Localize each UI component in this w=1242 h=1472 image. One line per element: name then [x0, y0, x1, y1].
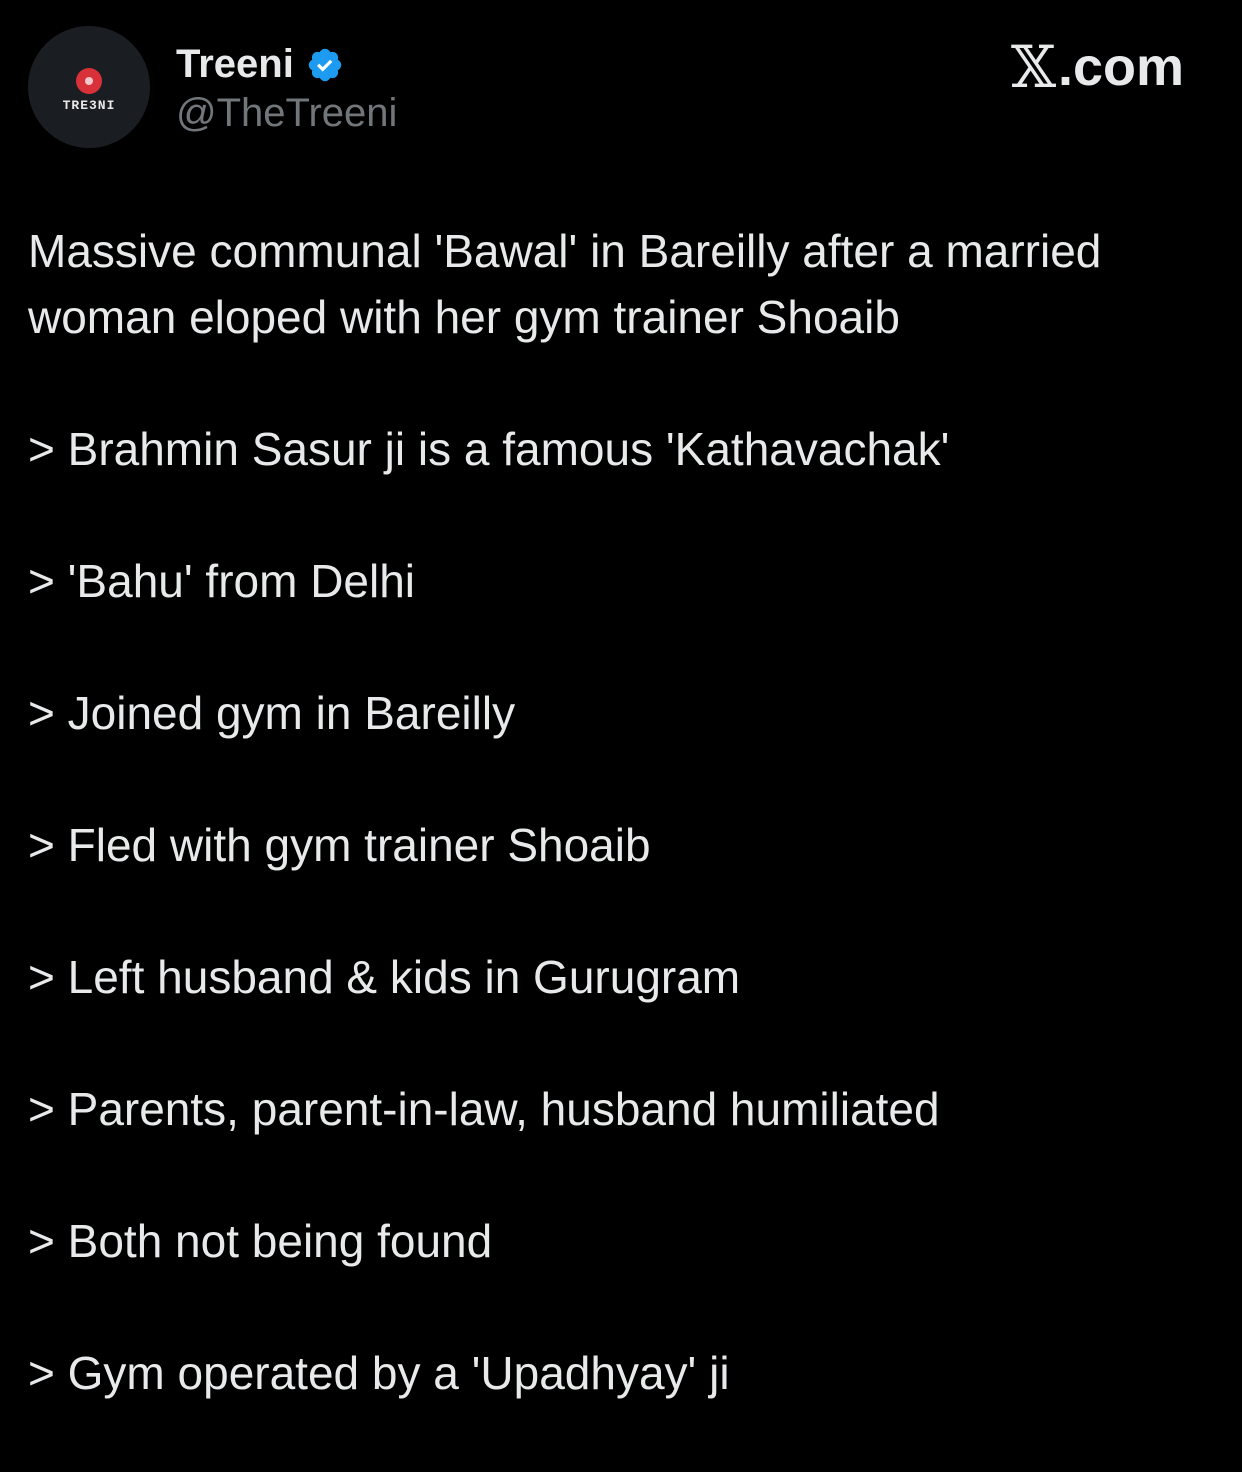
brand-domain-label: .com — [1057, 37, 1184, 97]
author-name-label: Treeni — [176, 42, 294, 86]
verified-badge-icon — [306, 46, 344, 84]
post-bullet-line: > Joined gym in Bareilly — [28, 687, 516, 739]
post-bullet-line: > Fled with gym trainer Shoaib — [28, 819, 651, 871]
post-bullet-line: > Gym operated by a 'Upadhyay' ji — [28, 1347, 730, 1399]
post-header — [0, 0, 1242, 160]
post-bullet-line: > Both not being found — [28, 1215, 493, 1267]
post-body — [28, 218, 1218, 1399]
author-handle[interactable]: @TheTreeni — [176, 91, 398, 135]
avatar[interactable] — [28, 26, 150, 148]
post-bullet-line: > 'Bahu' from Delhi — [28, 555, 416, 607]
post-bullet-line: > Parents, parent-in-law, husband humiliated — [28, 1083, 940, 1135]
post-bullet-line: > Brahmin Sasur ji is a famous 'Kathavachak' — [28, 423, 950, 475]
author-display-name[interactable] — [176, 40, 344, 88]
avatar-logo-text: TRE3NI — [62, 98, 116, 113]
x-logo-icon: 𝕏 — [1010, 33, 1056, 101]
x-com-watermark — [1010, 33, 1184, 101]
post-intro-text: Massive communal 'Bawal' in Bareilly after a married woman eloped with her gym trainer Shoaib — [28, 225, 1102, 343]
post-bullet-line: > Left husband & kids in Gurugram — [28, 951, 741, 1003]
treeni-logo-icon — [76, 68, 102, 94]
